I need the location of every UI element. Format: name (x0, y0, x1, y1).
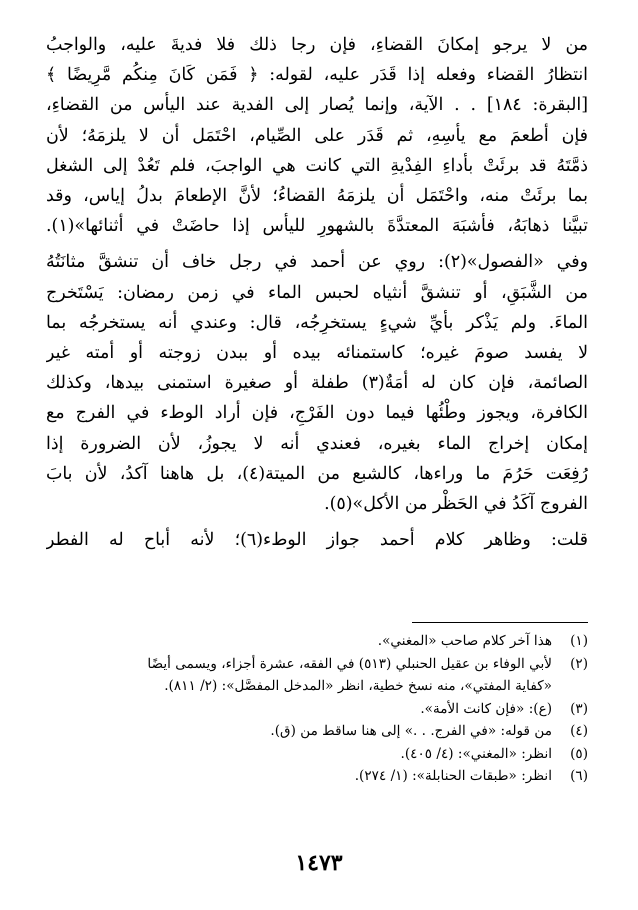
footnote (46, 630, 588, 653)
footnote-separator (412, 622, 588, 623)
text-line: الماءَ. ولم يَذْكر بأيِّ شيءٍ يستخرِجُه، قال: وعندي أنه يستخرجُه بما (46, 312, 588, 333)
footnote-text: هذا آخر كلام صاحب «المغني». (377, 633, 552, 649)
text-line: [البقرة: ١٨٤] . . الآية، وإنما يُصار إلى الفدية عند اليأس من القضاءِ، (46, 95, 588, 116)
text-line: من الشَّبَقِ، أو تنشقَّ أنثياه لحبس الماء في زمن رمضان: يَسْتَخرج (46, 282, 588, 303)
footnotes (46, 630, 588, 788)
footnote-number: (٣) (570, 700, 588, 717)
footnote-number: (٤) (570, 723, 588, 739)
text-line: قلت: وظاهر كلام أحمد جواز الوطء(٦)؛ لأنه أباح له الفطر (46, 530, 588, 551)
footnote-number: (١) (570, 633, 588, 649)
text-line: الفروج آكَدُ في الحَظْر من الأكل»(٥). (324, 494, 588, 515)
footnote-number: (٢) (570, 655, 588, 672)
page-number: ١٤٧٣ (295, 850, 343, 876)
footnote (46, 765, 588, 788)
text-line: من لا يرجو إمكانَ القضاءِ، فإن رجا ذلك فلا فديةَ عليه، والواجبُ (46, 35, 588, 55)
footnote-text: من قوله: «في الفرج. . .» إلى هنا ساقط من (ق). (270, 723, 552, 739)
text-line: ذمَّتَهُ قد برئَتْ بأداءِ الفِدْيةِ التي كانت هي الواجبَ، فلم تَعُدْ إلى الشغل (46, 155, 588, 176)
footnote-text: لأبي الوفاء بن عقيل الحنبلي (٥١٣) في الفقه، عشرة أجزاء، ويسمى أيضًا (147, 655, 552, 672)
footnote (46, 653, 588, 698)
footnote-text: (ع): «فإن كانت الأمة». (420, 700, 552, 717)
text-line: رُفِعَت حَرُمَ ما وراءها، كالشبع من الميتة(٤)، بل هاهنا آكدُ، لأن بابَ (46, 463, 588, 484)
text-line: بما برئَتْ منه، واحْتَمَل أن يلزمَهُ القضاءُ؛ لأنَّ الإطعامَ بدلُ إياس، وقد (46, 186, 588, 207)
text-line: انتظارُ القضاء وفعله إذا قَدَر عليه، لقوله: ﴿ فَمَن كَانَ مِنكُم مَّرِيضًا ﴾ (46, 65, 588, 86)
footnote-text: «كفاية المفتي»، منه نسخ خطية، انظر «المدخل المفصَّل»: (٢/ ٨١١). (164, 678, 552, 694)
footnote-number: (٥) (570, 745, 588, 762)
footnote (46, 720, 588, 743)
footnote-text: انظر: «طبقات الحنابلة»: (١/ ٢٧٤). (354, 768, 552, 784)
text-line: فإن أطعمَ مع يأسِهِ، ثم قَدَر على الصِّيام، احْتَمَل أن لا يلزمَهُ؛ لأن (46, 125, 588, 146)
footnote (46, 698, 588, 721)
text-line: الصائمة، فإن كان له أمَةٌ(٣) طفلة أو صغيرة استمنى بيدها، وكذلك (46, 373, 588, 394)
text-line: وفي «الفصول»(٢): روي عن أحمد في رجل خاف أن تنشقَّ مثانَتُهُ (46, 252, 588, 273)
footnote-number: (٦) (570, 768, 588, 784)
text-line: الكافرة، ويجوز وطْئُها فيما دون الفَرْجِ، فإن أراد الوطء في الفرج مع (46, 403, 588, 424)
text-line: لا يفسد صومَ غيره؛ كاستمنائه بيده أو ببدن زوجته أو أمته غير (46, 343, 588, 364)
text-line: إمكان إخراج الماء بغيره، فعندي أنه لا يجوزُ، لأن الضرورة إذا (46, 433, 588, 454)
text-line: تبيَّنا ذهابَهُ، فأشبَهَ المعتدَّةَ بالشهورِ لليأس إذا حاضَتْ في أثنائها»(١). (46, 216, 588, 237)
main-text (46, 30, 588, 555)
footnote (46, 743, 588, 766)
footnote-text: انظر: «المغني»: (٤/ ٤٠٥). (400, 745, 552, 762)
